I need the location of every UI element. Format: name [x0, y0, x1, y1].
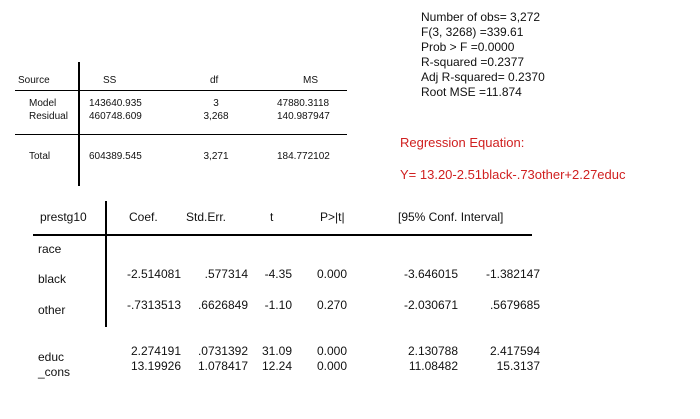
coef-ci-lo: 2.130788: [407, 344, 458, 358]
coef-ci-hi: 15.3137: [496, 359, 540, 373]
anova-header-rule: [15, 90, 347, 91]
coef-value: 13.19926: [130, 359, 181, 373]
anova-ms: 184.772102: [277, 151, 330, 162]
anova-total-rule: [15, 134, 347, 135]
coef-t: -4.35: [264, 267, 292, 281]
anova-vertical-rule: [78, 62, 80, 186]
stat-adj-r-squared: Adj R-squared= 0.2370: [421, 70, 545, 84]
anova-ss: 143640.935: [89, 98, 142, 109]
coef-t: -1.10: [264, 298, 292, 312]
equation-formula: Y= 13.20-2.51black-.73other+2.27educ: [400, 167, 626, 182]
anova-header-df: df: [210, 75, 219, 86]
coef-ci-hi: -1.382147: [485, 267, 540, 281]
coef-p: 0.000: [316, 267, 347, 281]
anova-df: 3: [213, 98, 219, 109]
stat-f: F(3, 3268) =339.61: [421, 25, 524, 39]
coef-p: 0.000: [316, 344, 347, 358]
anova-source: Residual: [29, 111, 68, 122]
stat-prob-f: Prob > F =0.0000: [421, 40, 515, 54]
anova-header-ss: SS: [103, 75, 117, 86]
anova-df: 3,271: [203, 151, 229, 162]
anova-header-ms: MS: [303, 75, 318, 86]
coef-var: _cons: [38, 365, 71, 379]
coef-header-t: t: [270, 210, 274, 224]
anova-ss: 460748.609: [89, 111, 142, 122]
coef-header-coef: Coef.: [129, 210, 158, 224]
coef-header-p: P>|t|: [320, 210, 345, 224]
coef-se: .0731392: [197, 344, 248, 358]
anova-ms: 140.987947: [277, 111, 330, 122]
coef-se: .6626849: [197, 298, 248, 312]
coef-var: educ: [38, 350, 65, 364]
coef-p: 0.000: [316, 359, 347, 373]
anova-ss: 604389.545: [89, 151, 142, 162]
coef-value: -2.514081: [126, 267, 181, 281]
coef-header-var: prestg10: [40, 210, 87, 224]
coef-ci-lo: -2.030671: [403, 298, 458, 312]
coef-ci-lo: 11.08482: [408, 359, 458, 373]
coef-header-se: Std.Err.: [186, 210, 227, 224]
stat-nobs: Number of obs= 3,272: [421, 10, 541, 24]
coef-var: black: [38, 272, 67, 286]
coef-t: 12.24: [261, 359, 292, 373]
coef-se: .577314: [204, 267, 248, 281]
anova-header-source: Source: [18, 75, 50, 86]
coef-value: -.7313513: [126, 298, 181, 312]
coef-se: 1.078417: [197, 359, 248, 373]
stat-root-mse: Root MSE =11.874: [421, 85, 522, 99]
coef-t: 31.09: [261, 344, 292, 358]
anova-source: Model: [29, 98, 57, 109]
coef-group-race: race: [38, 242, 62, 256]
coef-ci-hi: 2.417594: [489, 344, 540, 358]
anova-df: 3,268: [203, 111, 229, 122]
equation-label: Regression Equation:: [400, 135, 525, 150]
coef-value: 2.274191: [130, 344, 181, 358]
coef-ci-hi: .5679685: [489, 298, 540, 312]
coef-ci-lo: -3.646015: [403, 267, 458, 281]
coef-p: 0.270: [316, 298, 347, 312]
coef-header-rule: [33, 234, 532, 236]
coef-var: other: [38, 303, 66, 317]
coef-header-ci: [95% Conf. Interval]: [398, 210, 504, 224]
anova-source: Total: [29, 151, 51, 162]
anova-ms: 47880.3118: [277, 98, 330, 109]
stat-r-squared: R-squared =0.2377: [421, 55, 525, 69]
